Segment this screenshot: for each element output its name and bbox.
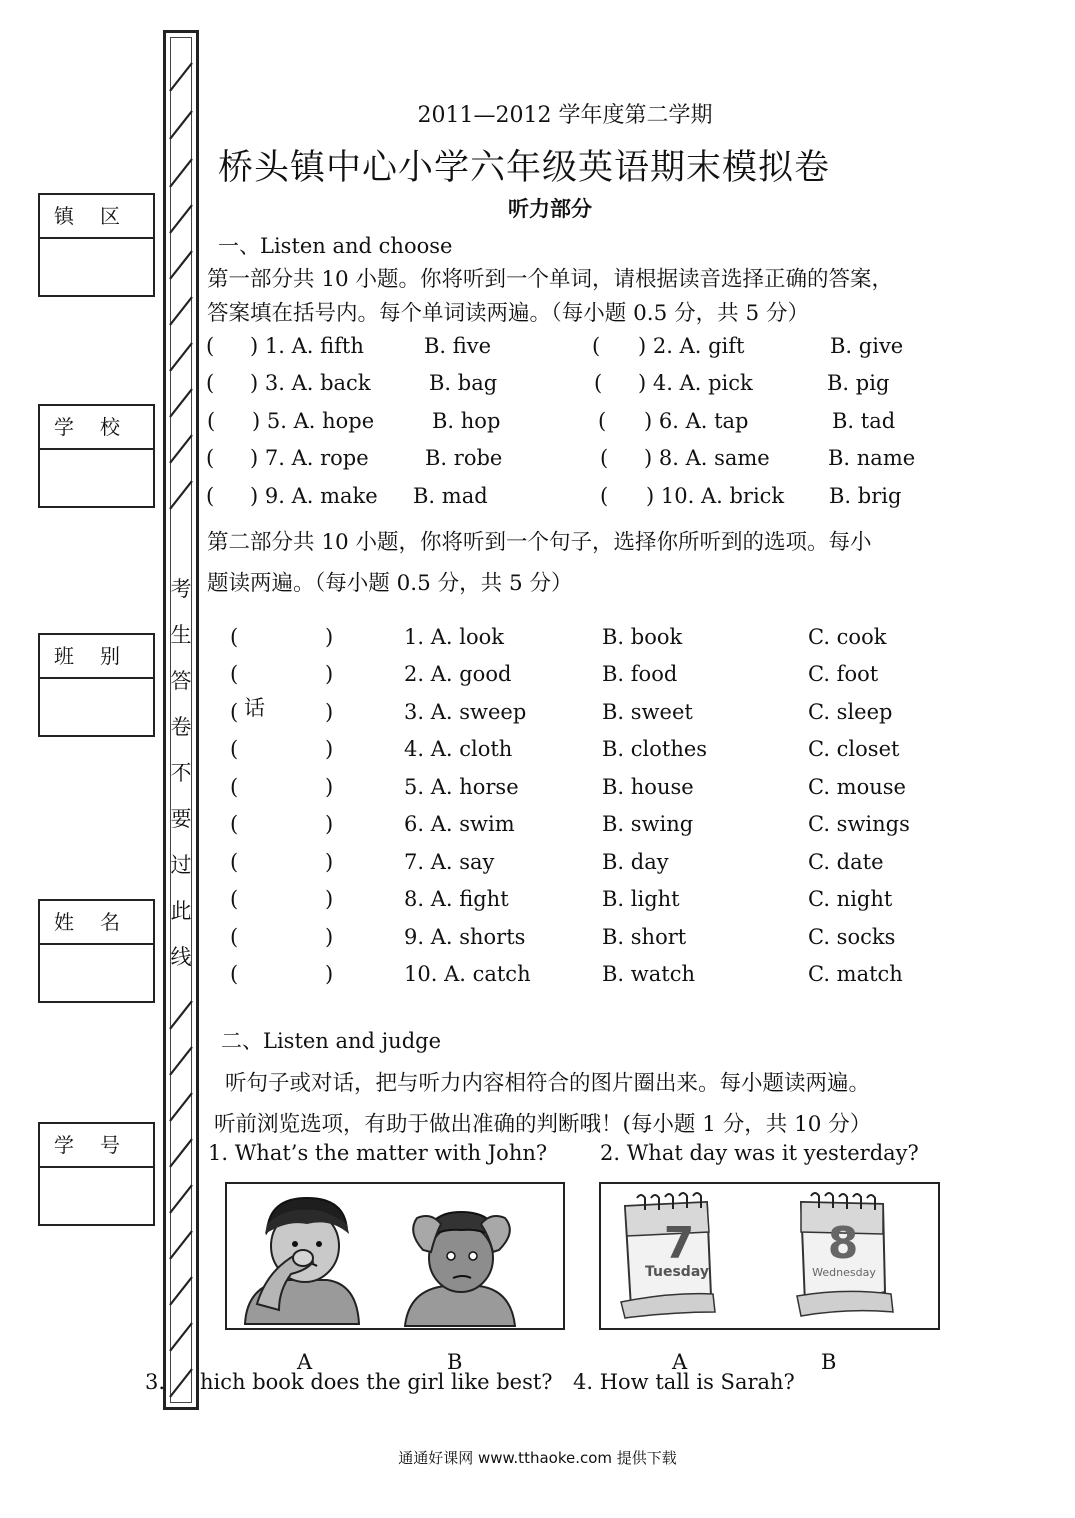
question-4: 4. How tall is Sarah?	[573, 1370, 795, 1394]
option-a: 9. A. shorts	[404, 925, 526, 949]
answer-paren-open[interactable]: (	[230, 887, 239, 911]
answer-paren[interactable]: (	[206, 371, 215, 395]
answer-paren-close: )	[325, 775, 334, 799]
list-item: B. pig	[827, 371, 890, 395]
option-c: C. swings	[808, 812, 910, 836]
option-b: B. light	[602, 887, 680, 911]
binding-char: 线	[170, 945, 192, 969]
list-item: ) 7. A. rope	[250, 446, 369, 470]
option-label-a: A	[297, 1350, 313, 1374]
boy-a-figure	[245, 1198, 359, 1324]
option-b: B. food	[602, 662, 678, 686]
part1-instruction: 第一部分共 10 小题。你将听到一个单词，请根据读音选择正确的答案，	[207, 267, 894, 292]
info-field[interactable]	[40, 679, 153, 735]
question-3: hich book does the girl like best?	[200, 1370, 553, 1394]
part3-instruction: 听前浏览选项，有助于做出准确的判断哦！(每小题 1 分，共 10 分）	[214, 1112, 872, 1137]
part1-instruction: 答案填在括号内。每个单词读两遍。（每小题 0.5 分，共 5 分）	[207, 301, 809, 326]
calendar-b-day: Wednesday	[812, 1266, 876, 1279]
part3-heading: 二、Listen and judge	[221, 1029, 442, 1053]
list-item: B. five	[424, 334, 492, 358]
option-b: B. clothes	[602, 737, 708, 761]
list-item: B. name	[828, 446, 916, 470]
answer-paren-close: )	[325, 962, 334, 986]
answer-paren-open[interactable]: (	[230, 700, 239, 724]
answer-paren-close: )	[325, 925, 334, 949]
option-c: C. match	[808, 962, 903, 986]
boy-b-figure	[405, 1212, 515, 1326]
part2-instruction: 第二部分共 10 小题，你将听到一个句子，选择你所听到的选项。每小	[207, 530, 872, 555]
answer-paren-close: )	[325, 887, 334, 911]
option-b: B. sweet	[602, 700, 693, 724]
option-c: C. socks	[808, 925, 896, 949]
binding-char: 不	[170, 761, 192, 785]
binding-strip	[163, 30, 199, 1410]
answer-paren[interactable]: (	[206, 334, 215, 358]
question-3-number: 3.	[145, 1370, 166, 1394]
page-title: 桥头镇中心小学六年级英语期末模拟卷	[218, 148, 831, 188]
option-b: B. short	[602, 925, 687, 949]
answer-paren-open[interactable]: (	[230, 775, 239, 799]
part3-instruction: 听句子或对话，把与听力内容相符合的图片圈出来。每小题读两遍。	[225, 1071, 871, 1096]
option-a: 5. A. horse	[404, 775, 519, 799]
list-item: B. robe	[425, 446, 503, 470]
calendar-a-day: Tuesday	[645, 1264, 709, 1280]
list-item: ) 8. A. same	[644, 446, 770, 470]
answer-paren[interactable]: (	[598, 409, 607, 433]
option-b: B. watch	[602, 962, 696, 986]
answer-paren-open[interactable]: (	[230, 625, 239, 649]
answer-paren-close: )	[325, 625, 334, 649]
school-year: 2011—2012 学年度第二学期	[417, 103, 713, 128]
list-item: ) 3. A. back	[250, 371, 371, 395]
option-a: 3. A. sweep	[404, 700, 527, 724]
answer-paren[interactable]: (	[206, 446, 215, 470]
list-item: B. give	[830, 334, 904, 358]
info-box-school	[38, 404, 155, 508]
part1-heading: 一、Listen and choose	[218, 234, 453, 258]
info-field[interactable]	[40, 945, 153, 1001]
option-b: B. house	[602, 775, 694, 799]
answer-paren[interactable]: (	[206, 484, 215, 508]
answer-paren-close: )	[325, 737, 334, 761]
option-label-a: A	[672, 1350, 688, 1374]
info-field[interactable]	[40, 450, 153, 506]
option-a: 8. A. fight	[404, 887, 509, 911]
info-label: 班别	[40, 635, 153, 679]
answer-paren-close: )	[325, 850, 334, 874]
info-field[interactable]	[40, 239, 153, 295]
list-item: ) 5. A. hope	[252, 409, 375, 433]
option-a: 6. A. swim	[404, 812, 515, 836]
answer-paren[interactable]: (	[592, 334, 601, 358]
option-c: C. foot	[808, 662, 879, 686]
option-a: 4. A. cloth	[404, 737, 513, 761]
option-a: 10. A. catch	[404, 962, 531, 986]
option-c: C. night	[808, 887, 893, 911]
answer-paren-close: )	[325, 812, 334, 836]
answer-paren[interactable]: (	[600, 446, 609, 470]
picture-box-q2	[599, 1182, 940, 1330]
list-item: ) 9. A. make	[250, 484, 378, 508]
list-item: B. hop	[432, 409, 501, 433]
boy-illustrations	[227, 1184, 563, 1328]
option-a: 7. A. say	[404, 850, 495, 874]
calendar-b-number: 8	[827, 1218, 859, 1269]
question-1: 1. What’s the matter with John?	[208, 1141, 548, 1165]
info-label: 学号	[40, 1124, 153, 1168]
option-c: C. mouse	[808, 775, 906, 799]
list-item: ) 2. A. gift	[638, 334, 745, 358]
binding-char: 考	[170, 577, 192, 601]
answer-paren-close: )	[325, 700, 334, 724]
footer-text: 通通好课网 www.tthaoke.com 提供下载	[398, 1449, 677, 1467]
binding-char: 要	[170, 807, 192, 831]
answer-paren[interactable]: (	[600, 484, 609, 508]
answer-paren-open[interactable]: (	[230, 925, 239, 949]
info-label: 姓名	[40, 901, 153, 945]
binding-char: 过	[170, 853, 192, 877]
binding-char: 此	[170, 899, 192, 923]
info-label: 镇区	[40, 195, 153, 239]
answer-paren-close: )	[325, 662, 334, 686]
answer-paren-open[interactable]: (	[230, 850, 239, 874]
option-c: C. date	[808, 850, 884, 874]
list-item: ) 4. A. pick	[638, 371, 753, 395]
option-c: C. cook	[808, 625, 887, 649]
answer-paren[interactable]: (	[207, 409, 216, 433]
list-item: ) 1. A. fifth	[250, 334, 364, 358]
option-c: C. sleep	[808, 700, 893, 724]
binding-char: 卷	[170, 715, 192, 739]
picture-box-q1	[225, 1182, 565, 1330]
answer-paren-open[interactable]: (	[230, 812, 239, 836]
option-c: C. closet	[808, 737, 900, 761]
option-label-b: B	[447, 1350, 463, 1374]
calendar-a-number: 7	[663, 1218, 695, 1269]
answer-paren-open[interactable]: (	[230, 962, 239, 986]
list-item: ) 6. A. tap	[644, 409, 749, 433]
section-title: 听力部分	[508, 197, 592, 221]
list-item: B. tad	[832, 409, 896, 433]
option-b: B. book	[602, 625, 683, 649]
option-b: B. swing	[602, 812, 694, 836]
info-box-class	[38, 633, 155, 737]
list-item: B. brig	[829, 484, 902, 508]
option-label-b: B	[821, 1350, 837, 1374]
option-a: 2. A. good	[404, 662, 512, 686]
info-label: 学校	[40, 406, 153, 450]
question-2: 2. What day was it yesterday?	[600, 1141, 919, 1165]
answer-paren[interactable]: (	[594, 371, 603, 395]
part2-instruction: 题读两遍。（每小题 0.5 分，共 5 分）	[207, 571, 573, 596]
list-item: ) 10. A. brick	[646, 484, 785, 508]
answer-paren-open[interactable]: (	[230, 662, 239, 686]
info-box-name	[38, 899, 155, 1003]
answer-paren-open[interactable]: (	[230, 737, 239, 761]
stray-character: 话	[244, 696, 265, 720]
list-item: B. bag	[429, 371, 498, 395]
list-item: B. mad	[413, 484, 488, 508]
option-a: 1. A. look	[404, 625, 504, 649]
binding-char: 生	[170, 623, 192, 647]
info-box-student-number	[38, 1122, 155, 1226]
info-field[interactable]	[40, 1168, 153, 1224]
binding-char: 答	[170, 669, 192, 693]
option-b: B. day	[602, 850, 669, 874]
